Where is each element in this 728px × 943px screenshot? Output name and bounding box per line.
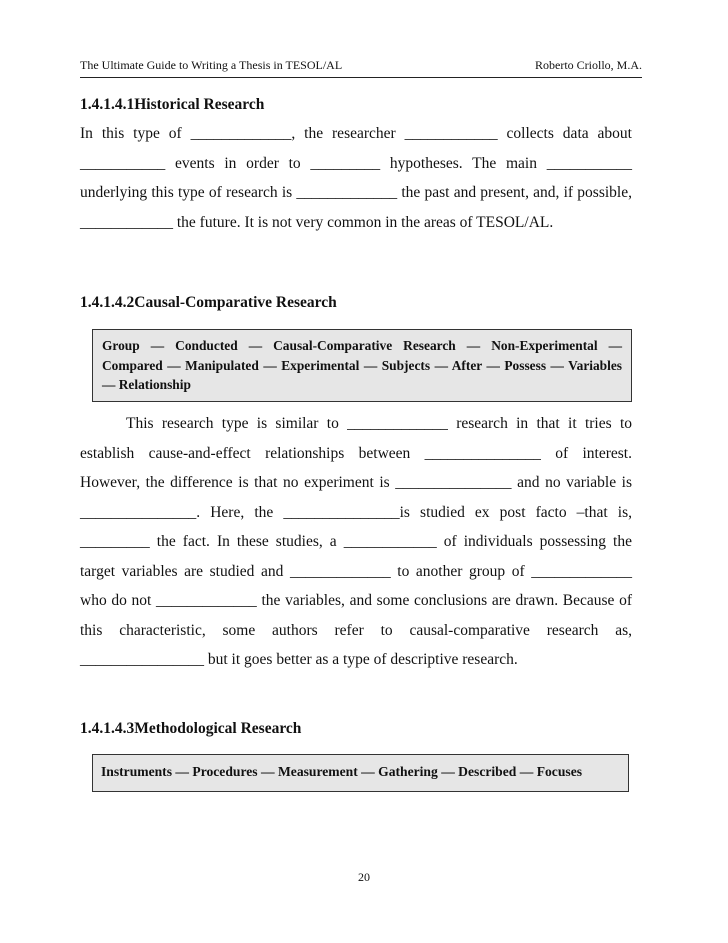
page-number: 20 <box>358 870 370 884</box>
paragraph-historical: In this type of _____________, the researcher ____________ collects data about ___________ events in order to _________ hypotheses. The main ___________ underlying this type of research is _____________ the past and present, and, if possible, ____________ the future. It is not very common in the areas of TESOL/AL. <box>80 125 636 231</box>
word-bank-methodological: Instruments — Procedures — Measurement — Gathering — Described — Focuses <box>92 754 629 792</box>
word-bank-causal-comparative: Group — Conducted — Causal-Comparative Research — Non-Experimental — Compared — Manipulated — Experimental — Subjects — After — Possess — Variables — Relationship <box>92 329 632 402</box>
section-heading-historical: 1.4.1.4.1Historical Research <box>80 96 265 113</box>
header-divider <box>80 77 642 78</box>
header-author: Roberto Criollo, M.A. <box>535 58 642 72</box>
section-heading-methodological: 1.4.1.4.3Methodological Research <box>80 720 302 737</box>
paragraph-causal-comparative: This research type is similar to _____________ research in that it tries to establish cause-and-effect relationships between _______________ of interest. However, the difference is that no experiment is _______________ and no variable is _______________. Here, the _______________is studied ex post facto –that is, _________ the fact. In these studies, a ____________ of individuals possessing the target variables are studied and _____________ to another group of _____________ who do not _____________ the variables, and some conclusions are drawn. Because of this characteristic, some authors refer to causal-comparative research as, ________________ but it goes better as a type of descriptive research. <box>80 415 636 668</box>
section-heading-causal-comparative: 1.4.1.4.2Causal-Comparative Research <box>80 294 337 311</box>
header-book-title: The Ultimate Guide to Writing a Thesis in TESOL/AL <box>80 58 343 72</box>
running-header <box>80 58 642 72</box>
